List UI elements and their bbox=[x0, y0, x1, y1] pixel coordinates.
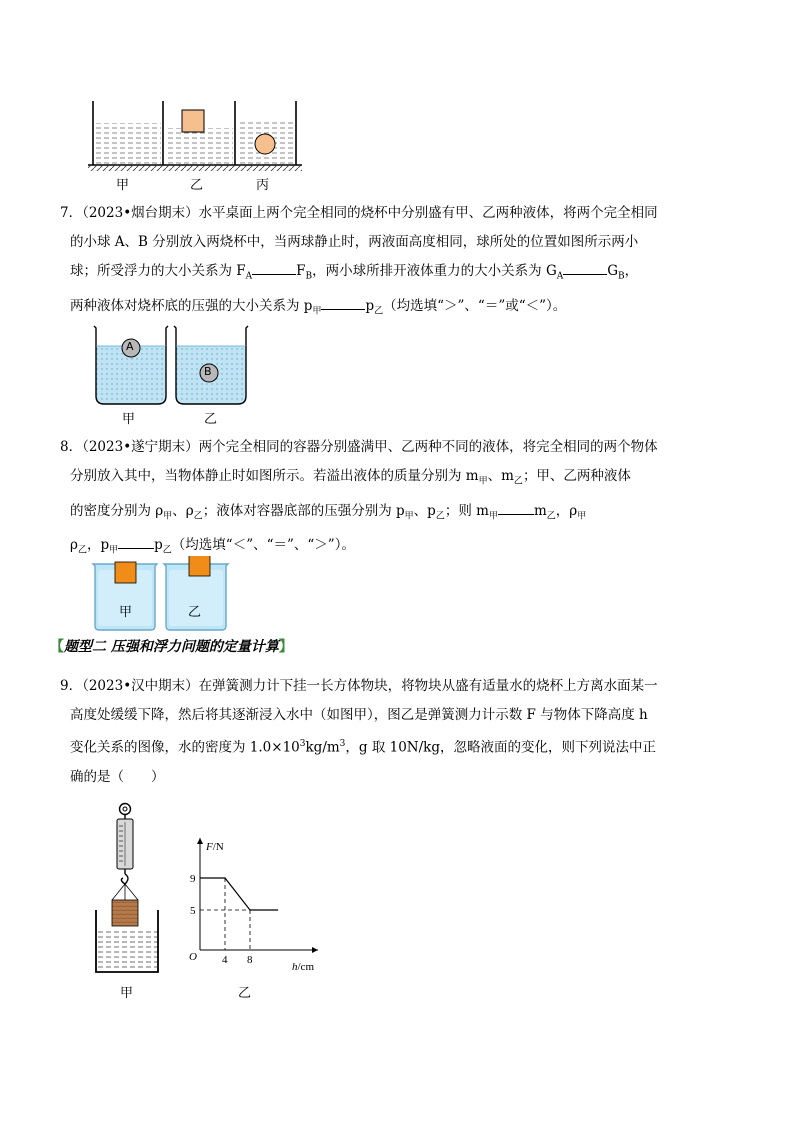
q7-ball-b-label: B bbox=[204, 365, 212, 378]
q8-blank-1[interactable] bbox=[498, 502, 534, 515]
question-7 bbox=[60, 199, 700, 326]
q8-block-jia bbox=[115, 562, 136, 583]
q7-blank-3[interactable] bbox=[321, 297, 365, 310]
q7-line-2: 的小球 A、B 分别放入两烧杯中，当两球静止时，两液面高度相同，球所处的位置如图所示两小 bbox=[70, 234, 639, 250]
q7-line-3: 球；所受浮力的大小关系为 $F_A$ $F_B$，两小球所排开液体重力的大小关系为 $G_A$ $G_B$， bbox=[70, 263, 639, 282]
q7-label-yi: 乙 bbox=[204, 412, 218, 427]
q7-blank-2[interactable] bbox=[563, 262, 607, 275]
q9-label-jia: 甲 bbox=[120, 986, 134, 1001]
y-axis-arrow bbox=[197, 838, 203, 844]
x-tick-label-0: 4 bbox=[222, 954, 228, 966]
y-axis-label: F/N bbox=[206, 841, 224, 853]
q6-label-yi: 乙 bbox=[190, 178, 204, 193]
q9-line-1: 9．（2023•汉中期末）在弹簧测力计下挂一长方体物块，将物块从盛有适量水的烧杯上方离水面某一 bbox=[60, 678, 658, 694]
series-line bbox=[200, 878, 278, 910]
q7-figure bbox=[90, 322, 250, 412]
q9-line-4: 确的是（ ） bbox=[70, 768, 165, 785]
q8-label-yi: 乙 bbox=[188, 605, 202, 620]
question-8 bbox=[60, 433, 700, 566]
y-tick-label-1: 5 bbox=[190, 905, 196, 917]
x-tick-label-1: 8 bbox=[247, 954, 253, 966]
q8-block-yi bbox=[189, 556, 210, 576]
q9-line-2: 高度处缓缓下降，然后将其逐渐浸入水中（如图甲），图乙是弹簧测力计示数 F 与物体下降高度 h bbox=[70, 707, 648, 723]
q7-line-1: 7．（2023•烟台期末）水平桌面上两个完全相同的烧杯中分别盛有甲、乙两种液体，将两个完全相同 bbox=[60, 205, 658, 221]
q8-line-3: 的密度分别为 $\rho_甲$、$\rho_乙$；液体对容器底部的压强分别为 $p_甲$、$p_乙$；则 $m_甲$ $m_乙$，$\rho_甲$ bbox=[70, 502, 587, 522]
q7-label-jia: 甲 bbox=[122, 412, 136, 427]
q9-label-yi: 乙 bbox=[238, 986, 252, 1001]
q9-figure-jia bbox=[90, 800, 170, 975]
q8-line-2: 分别放入其中，当物体静止时如图所示。若溢出液体的质量分别为 $m_甲$、$m_乙$；甲、乙两种液体 bbox=[70, 468, 631, 487]
q8-label-jia: 甲 bbox=[119, 605, 133, 620]
q6-label-jia: 甲 bbox=[116, 178, 130, 193]
q6-square-block bbox=[182, 110, 204, 132]
q8-figure bbox=[90, 556, 235, 632]
question-9 bbox=[60, 672, 700, 792]
q7-blank-1[interactable] bbox=[252, 262, 296, 275]
q9-figure-yi-chart bbox=[186, 832, 336, 977]
y-tick-label-0: 9 bbox=[190, 873, 196, 885]
q9-wood-block bbox=[112, 900, 138, 926]
q6-label-bing: 丙 bbox=[256, 178, 270, 193]
x-axis-arrow bbox=[312, 947, 318, 953]
q8-line-1: 8．（2023•遂宁期末）两个完全相同的容器分别盛满甲、乙两种不同的液体，将完全相同的两个物体 bbox=[60, 439, 658, 455]
q8-line-4: $\rho_乙$，$p_甲$ $p_乙$（均选填“＜”、“＝”、“＞”）。 bbox=[70, 537, 355, 557]
q7-line-4: 两种液体对烧杯底的压强的大小关系为 $p_甲$ $p_乙$（均选填“＞”、“＝”或“＜”）。 bbox=[70, 297, 567, 317]
section-heading: 【题型二 压强和浮力问题的定量计算】 bbox=[50, 639, 293, 655]
q9-line-3: 变化关系的图像，水的密度为 $1.0\times 10^3kg/m^3$，g 取 10N/kg，忽略液面的变化，则下列说法中正 bbox=[70, 739, 656, 756]
x-axis-label: h/cm bbox=[292, 961, 314, 973]
q8-blank-2[interactable] bbox=[118, 536, 154, 549]
origin-label: O bbox=[189, 951, 197, 963]
q6-ball bbox=[255, 134, 275, 154]
q7-ball-a-label: A bbox=[126, 340, 134, 353]
